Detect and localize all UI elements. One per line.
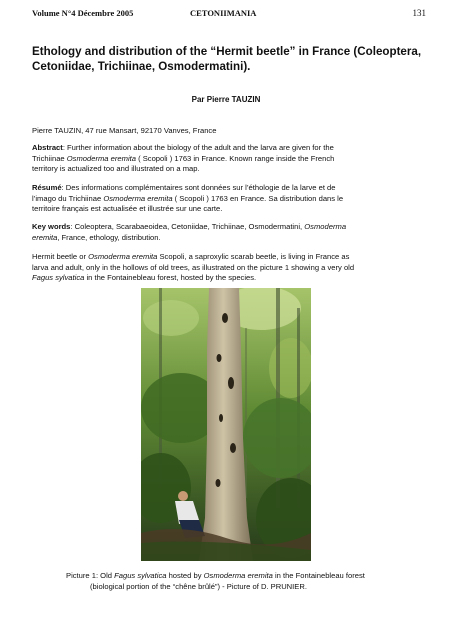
resume-label: Résumé [32, 183, 62, 192]
abstract-label: Abstract [32, 143, 63, 152]
intro-paragraph: Hermit beetle or Osmoderma eremita Scopoli, a saproxylic scarab beetle, is living in France as larva and adult, only in the hollows of old trees, as illustrated on the picture 1 showing a very old Fagus sylvatica in the Fontainebleau forest, hosted by the species. [32, 252, 355, 283]
abstract: Abstract: Further information about the biology of the adult and the larva are given for the Trichiinae Osmoderma eremita ( Scopoli ) 1763 in France. Known range inside the French territory is actualized too and illustrated on a map. [32, 143, 335, 174]
title-line-1: Ethology and distribution of the “Hermit beetle” in France (Coleoptera, [32, 45, 422, 58]
species-name: Osmoderma eremita [66, 153, 136, 163]
keywords-label: Key words [32, 222, 71, 231]
species-name: Osmoderma eremita [103, 193, 173, 203]
running-header [32, 8, 426, 22]
author-address: Pierre TAUZIN, 47 rue Mansart, 92170 Vanves, France [32, 126, 217, 135]
journal-name: CETONIIMANIA [190, 8, 257, 18]
resume: Résumé: Des informations complémentaires sont données sur l’éthologie de la larve et de l’imago du Trichiinae Osmoderma eremita ( Scopoli ) 1763 en France. Sa distribution dans le territoire français est actualisée et illustrée sur une carte. [32, 183, 344, 214]
volume-label: Volume N°4 Décembre 2005 [32, 8, 134, 18]
author-byline: Par Pierre TAUZIN [191, 95, 261, 104]
page-number: 131 [412, 8, 426, 18]
keywords: Key words: Coleoptera, Scarabaeoidea, Cetoniidae, Trichiinae, Osmodermatini, Osmoderma eremita, France, ethology, distribution. [32, 222, 347, 242]
caption-line-2: (biological portion of the “chêne brûlé”) - Picture of D. PRUNIER. [90, 581, 307, 591]
title-line-2: Cetoniidae, Trichiinae, Osmodermatini). [32, 60, 251, 73]
article-title [32, 44, 432, 74]
figure-caption: Picture 1: Old Fagus sylvatica hosted by Osmoderma eremita in the Fontainebleau forest (biological portion of the “chêne brûlé”) - Picture of D. PRUNIER. [66, 571, 446, 592]
forest-photo [141, 288, 311, 561]
